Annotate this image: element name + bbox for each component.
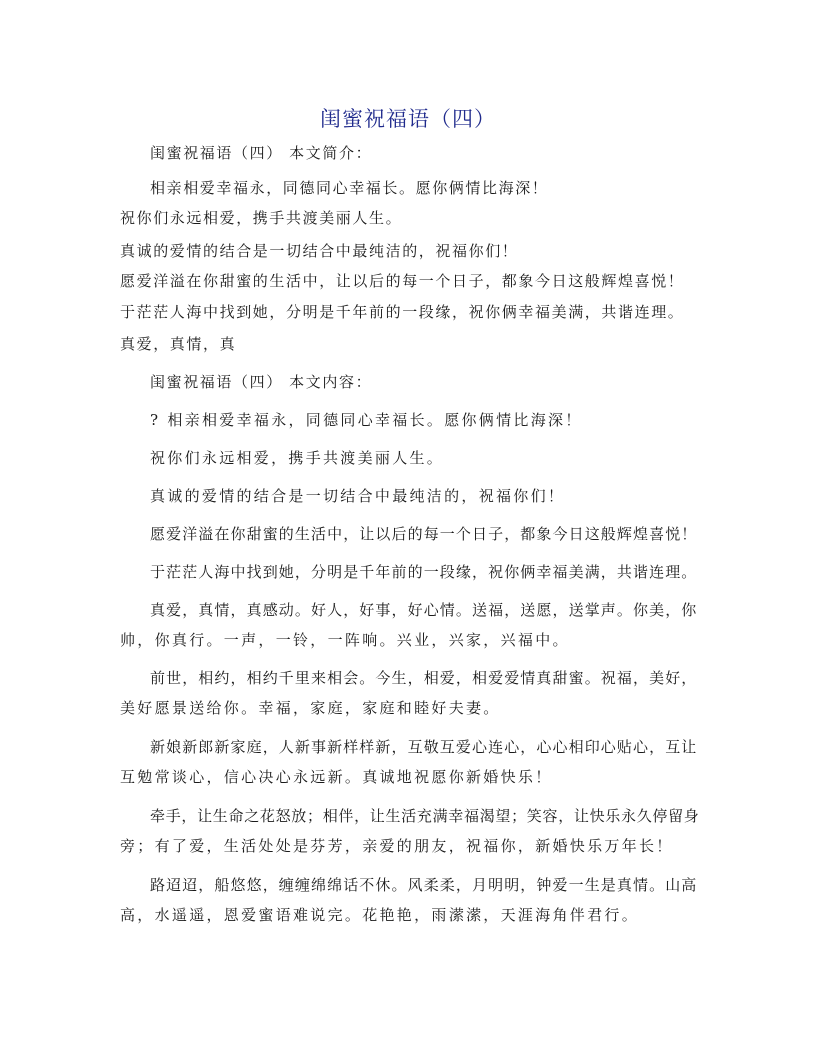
- summary-line: 真诚的爱情的结合是一切结合中最纯洁的，祝福你们！: [120, 242, 519, 260]
- summary-line: 真爱，真情，真: [120, 335, 237, 353]
- content-line: ? 相亲相爱幸福永，同德同心幸福长。愿你俩情比海深！: [150, 411, 583, 429]
- content-line: 高，水遥遥，恩爱蜜语难说完。花艳艳，雨潆潆，天涯海角伴君行。: [120, 906, 640, 924]
- summary-line: 祝你们永远相爱，携手共渡美丽人生。: [120, 209, 403, 227]
- content-line: 帅，你真行。一声，一铃，一阵响。兴业，兴家，兴福中。: [120, 631, 570, 649]
- content-line: 愿爱洋溢在你甜蜜的生活中，让以后的每一个日子，都象今日这般辉煌喜悦！: [150, 525, 698, 543]
- content-line: 前世，相约，相约千里来相会。今生，相爱，相爱爱情真甜蜜。祝福，美好，: [150, 669, 698, 687]
- content-line: 路迢迢，船悠悠，缠缠绵绵话不休。风柔柔，月明明，钟爱一生是真情。山高: [150, 876, 698, 894]
- summary-line: 于茫茫人海中找到她，分明是千年前的一段缘，祝你俩幸福美满，共谐连理。: [120, 303, 685, 321]
- summary-line: 愿爱洋溢在你甜蜜的生活中，让以后的每一个日子，都象今日这般辉煌喜悦！: [120, 272, 685, 290]
- content-line: 于茫茫人海中找到她，分明是千年前的一段缘，祝你俩幸福美满，共谐连理。: [150, 563, 698, 581]
- summary-line: 相亲相爱幸福永，同德同心幸福长。愿你俩情比海深！: [150, 179, 549, 197]
- document-title: 闺蜜祝福语（四）: [320, 107, 496, 131]
- content-line: 牵手，让生命之花怒放；相伴，让生活充满幸福渴望；笑容，让快乐永久停留身: [150, 807, 700, 825]
- content-line: 新娘新郎新家庭，人新事新样样新，互敬互爱心连心，心心相印心贴心，互让: [150, 738, 698, 756]
- content-line: 真爱，真情，真感动。好人，好事，好心情。送福，送愿，送掌声。你美，你: [150, 601, 698, 619]
- summary-heading: 闺蜜祝福语（四） 本文简介：: [150, 144, 373, 162]
- content-line: 互勉常谈心，信心决心永远新。真诚地祝愿你新婚快乐！: [120, 768, 553, 786]
- content-line: 真诚的爱情的结合是一切结合中最纯洁的，祝福你们！: [150, 487, 566, 505]
- content-line: 祝你们永远相爱，携手共渡美丽人生。: [150, 449, 445, 467]
- content-heading: 闺蜜祝福语（四） 本文内容：: [150, 373, 373, 391]
- content-line: 旁；有了爱，生活处处是芬芳，亲爱的朋友，祝福你，新婚快乐万年长！: [120, 837, 674, 855]
- content-line: 美好愿景送给你。幸福，家庭，家庭和睦好夫妻。: [120, 699, 501, 717]
